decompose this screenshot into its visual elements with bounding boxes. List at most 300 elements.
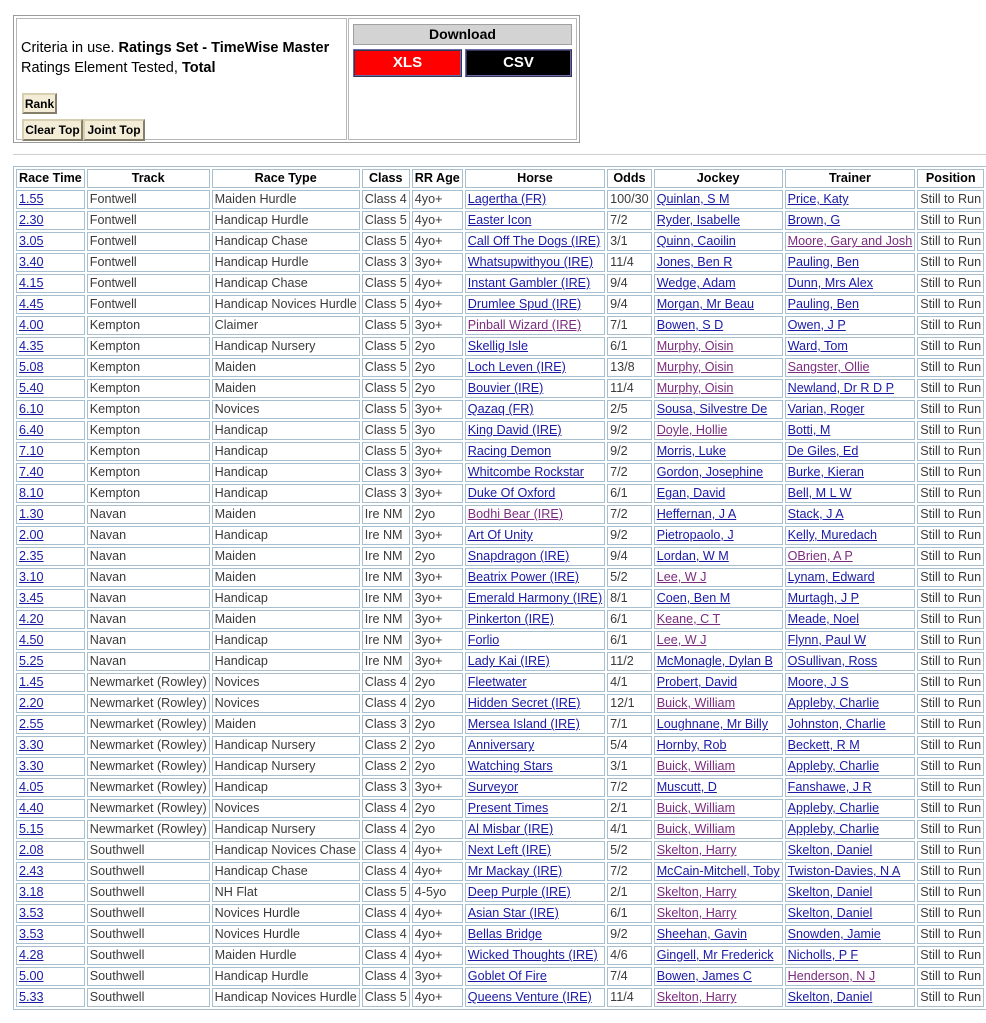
jockey-link[interactable]: McCain-Mitchell, Toby bbox=[656, 864, 780, 878]
race-time-cell bbox=[16, 274, 85, 293]
xls-download-button[interactable]: XLS bbox=[353, 49, 462, 77]
criteria-box bbox=[16, 18, 347, 140]
clear-top-button[interactable]: Clear Top bbox=[22, 119, 83, 141]
race-type-cell: Handicap Novices Hurdle bbox=[212, 295, 360, 314]
trainer-link[interactable]: Moore, J S bbox=[787, 675, 849, 689]
odds-cell: 7/2 bbox=[607, 505, 652, 524]
jockey-cell bbox=[654, 988, 783, 1007]
horse-link[interactable]: Emerald Harmony (IRE) bbox=[467, 591, 603, 605]
rank-button[interactable]: Rank bbox=[22, 93, 57, 114]
race-type-cell: Maiden Hurdle bbox=[212, 190, 360, 209]
age-cell: 2yo bbox=[412, 694, 463, 713]
race-time-link[interactable]: 5.25 bbox=[19, 654, 44, 668]
race-time-link[interactable]: 4.20 bbox=[19, 612, 44, 626]
table-body bbox=[16, 190, 984, 1007]
race-type-cell: Handicap Chase bbox=[212, 862, 360, 881]
race-time-link[interactable]: 3.45 bbox=[19, 591, 44, 605]
element-prefix: Ratings Element Tested, bbox=[21, 60, 182, 76]
trainer-link[interactable]: Murtagh, J P bbox=[787, 591, 860, 605]
odds-cell: 5/2 bbox=[607, 841, 652, 860]
race-time-link[interactable]: 2.35 bbox=[19, 549, 44, 563]
table-row bbox=[16, 799, 984, 818]
jockey-link[interactable]: Wedge, Adam bbox=[656, 276, 736, 290]
column-header-horse: Horse bbox=[465, 169, 605, 188]
horse-link[interactable]: Next Left (IRE) bbox=[467, 843, 552, 857]
race-type-cell: Handicap bbox=[212, 442, 360, 461]
horse-link[interactable]: Duke Of Oxford bbox=[467, 486, 556, 500]
age-cell: 4yo+ bbox=[412, 232, 463, 251]
race-time-link[interactable]: 3.30 bbox=[19, 738, 44, 752]
jockey-link[interactable]: Skelton, Harry bbox=[656, 843, 737, 857]
trainer-link[interactable]: Johnston, Charlie bbox=[787, 717, 886, 731]
trainer-link[interactable]: Pauling, Ben bbox=[787, 297, 860, 311]
position-cell: Still to Run bbox=[917, 757, 984, 776]
horse-cell bbox=[465, 652, 605, 671]
jockey-link[interactable]: Quinn, Caoilin bbox=[656, 234, 736, 248]
horse-link[interactable]: Skellig Isle bbox=[467, 339, 528, 353]
jockey-cell bbox=[654, 715, 783, 734]
trainer-link[interactable]: Appleby, Charlie bbox=[787, 822, 880, 836]
horse-cell bbox=[465, 547, 605, 566]
table-row bbox=[16, 757, 984, 776]
race-time-link[interactable]: 5.00 bbox=[19, 969, 44, 983]
horse-link[interactable]: Whitcombe Rockstar bbox=[467, 465, 584, 479]
race-time-cell bbox=[16, 484, 85, 503]
trainer-link[interactable]: Appleby, Charlie bbox=[787, 801, 880, 815]
table-row bbox=[16, 358, 984, 377]
horse-link[interactable]: Art Of Unity bbox=[467, 528, 533, 542]
race-time-link[interactable]: 6.10 bbox=[19, 402, 44, 416]
race-time-link[interactable]: 5.33 bbox=[19, 990, 44, 1004]
horse-link[interactable]: Wicked Thoughts (IRE) bbox=[467, 948, 598, 962]
jockey-link[interactable]: Lee, W J bbox=[656, 633, 707, 647]
jockey-link[interactable]: Buick, William bbox=[656, 759, 736, 773]
trainer-link[interactable]: Skelton, Daniel bbox=[787, 906, 873, 920]
jockey-link[interactable]: Morgan, Mr Beau bbox=[656, 297, 754, 311]
jockey-link[interactable]: McMonagle, Dylan B bbox=[656, 654, 773, 668]
race-time-cell bbox=[16, 232, 85, 251]
jockey-link[interactable]: Skelton, Harry bbox=[656, 990, 737, 1004]
race-time-link[interactable]: 3.10 bbox=[19, 570, 44, 584]
track-cell: Newmarket (Rowley) bbox=[87, 757, 210, 776]
race-time-link[interactable]: 4.15 bbox=[19, 276, 44, 290]
trainer-link[interactable]: Stack, J A bbox=[787, 507, 844, 521]
jockey-link[interactable]: Gingell, Mr Frederick bbox=[656, 948, 774, 962]
horse-link[interactable]: Asian Star (IRE) bbox=[467, 906, 559, 920]
horse-cell bbox=[465, 274, 605, 293]
class-cell: Class 5 bbox=[362, 232, 410, 251]
trainer-link[interactable]: Henderson, N J bbox=[787, 969, 876, 983]
race-time-link[interactable]: 4.35 bbox=[19, 339, 44, 353]
race-time-link[interactable]: 5.08 bbox=[19, 360, 44, 374]
jockey-link[interactable]: Doyle, Hollie bbox=[656, 423, 728, 437]
race-time-cell bbox=[16, 862, 85, 881]
table-row bbox=[16, 295, 984, 314]
horse-cell bbox=[465, 568, 605, 587]
jockey-link[interactable]: Murphy, Oisin bbox=[656, 339, 734, 353]
trainer-link[interactable]: De Giles, Ed bbox=[787, 444, 859, 458]
position-cell: Still to Run bbox=[917, 526, 984, 545]
horse-link[interactable]: Present Times bbox=[467, 801, 549, 815]
table-row bbox=[16, 253, 984, 272]
race-time-link[interactable]: 4.28 bbox=[19, 948, 44, 962]
jockey-link[interactable]: Egan, David bbox=[656, 486, 726, 500]
trainer-link[interactable]: Newland, Dr R D P bbox=[787, 381, 895, 395]
track-cell: Navan bbox=[87, 568, 210, 587]
track-cell: Fontwell bbox=[87, 232, 210, 251]
horse-link[interactable]: Watching Stars bbox=[467, 759, 553, 773]
jockey-link[interactable]: Sheehan, Gavin bbox=[656, 927, 748, 941]
class-cell: Class 5 bbox=[362, 400, 410, 419]
trainer-link[interactable]: Ward, Tom bbox=[787, 339, 848, 353]
track-cell: Newmarket (Rowley) bbox=[87, 694, 210, 713]
position-cell: Still to Run bbox=[917, 820, 984, 839]
jockey-link[interactable]: Loughnane, Mr Billy bbox=[656, 717, 768, 731]
jockey-cell bbox=[654, 463, 783, 482]
race-time-link[interactable]: 2.30 bbox=[19, 213, 44, 227]
race-type-cell: Handicap Chase bbox=[212, 232, 360, 251]
jockey-link[interactable]: Keane, C T bbox=[656, 612, 721, 626]
trainer-link[interactable]: Price, Katy bbox=[787, 192, 849, 206]
jockey-cell bbox=[654, 568, 783, 587]
race-time-link[interactable]: 1.55 bbox=[19, 192, 44, 206]
class-cell: Class 3 bbox=[362, 484, 410, 503]
odds-cell: 6/1 bbox=[607, 337, 652, 356]
track-cell: Southwell bbox=[87, 967, 210, 986]
position-cell: Still to Run bbox=[917, 505, 984, 524]
horse-link[interactable]: Bouvier (IRE) bbox=[467, 381, 544, 395]
jockey-cell bbox=[654, 631, 783, 650]
jockey-cell bbox=[654, 883, 783, 902]
race-time-link[interactable]: 1.45 bbox=[19, 675, 44, 689]
class-cell: Class 5 bbox=[362, 379, 410, 398]
race-time-link[interactable]: 3.53 bbox=[19, 927, 44, 941]
trainer-link[interactable]: Appleby, Charlie bbox=[787, 759, 880, 773]
jockey-link[interactable]: Buick, William bbox=[656, 696, 736, 710]
table-row bbox=[16, 379, 984, 398]
race-time-link[interactable]: 3.40 bbox=[19, 255, 44, 269]
race-time-link[interactable]: 4.00 bbox=[19, 318, 44, 332]
race-time-link[interactable]: 7.10 bbox=[19, 444, 44, 458]
age-cell: 2yo bbox=[412, 715, 463, 734]
horse-link[interactable]: Pinkerton (IRE) bbox=[467, 612, 554, 626]
horse-link[interactable]: Hidden Secret (IRE) bbox=[467, 696, 581, 710]
horse-link[interactable]: Bodhi Bear (IRE) bbox=[467, 507, 563, 521]
jockey-link[interactable]: Skelton, Harry bbox=[656, 885, 737, 899]
horse-link[interactable]: Mr Mackay (IRE) bbox=[467, 864, 563, 878]
jockey-link[interactable]: Ryder, Isabelle bbox=[656, 213, 740, 227]
table-row bbox=[16, 274, 984, 293]
age-cell: 2yo bbox=[412, 799, 463, 818]
column-header-trainer: Trainer bbox=[785, 169, 916, 188]
race-time-link[interactable]: 4.05 bbox=[19, 780, 44, 794]
race-type-cell: Handicap Nursery bbox=[212, 337, 360, 356]
jockey-link[interactable]: Sousa, Silvestre De bbox=[656, 402, 768, 416]
horse-cell bbox=[465, 295, 605, 314]
table-row bbox=[16, 526, 984, 545]
odds-cell: 2/5 bbox=[607, 400, 652, 419]
race-time-cell bbox=[16, 820, 85, 839]
horse-link[interactable]: Forlio bbox=[467, 633, 500, 647]
position-cell: Still to Run bbox=[917, 568, 984, 587]
horse-link[interactable]: Easter Icon bbox=[467, 213, 532, 227]
horse-link[interactable]: Instant Gambler (IRE) bbox=[467, 276, 591, 290]
race-time-link[interactable]: 3.53 bbox=[19, 906, 44, 920]
horse-link[interactable]: Mersea Island (IRE) bbox=[467, 717, 580, 731]
position-cell: Still to Run bbox=[917, 967, 984, 986]
trainer-link[interactable]: Dunn, Mrs Alex bbox=[787, 276, 874, 290]
trainer-cell bbox=[785, 967, 916, 986]
horse-link[interactable]: Al Misbar (IRE) bbox=[467, 822, 554, 836]
race-time-link[interactable]: 3.18 bbox=[19, 885, 44, 899]
trainer-cell bbox=[785, 568, 916, 587]
jockey-cell bbox=[654, 652, 783, 671]
race-time-link[interactable]: 6.40 bbox=[19, 423, 44, 437]
trainer-link[interactable]: Pauling, Ben bbox=[787, 255, 860, 269]
age-cell: 3yo bbox=[412, 421, 463, 440]
position-cell: Still to Run bbox=[917, 652, 984, 671]
table-row bbox=[16, 631, 984, 650]
race-time-link[interactable]: 8.10 bbox=[19, 486, 44, 500]
jockey-link[interactable]: Bowen, James C bbox=[656, 969, 752, 983]
csv-download-button[interactable]: CSV bbox=[465, 49, 572, 77]
jockey-link[interactable]: Lordan, W M bbox=[656, 549, 729, 563]
horse-link[interactable]: Whatsupwithyou (IRE) bbox=[467, 255, 594, 269]
ratings-set: Ratings Set - TimeWise Master bbox=[118, 40, 330, 56]
race-time-link[interactable]: 5.40 bbox=[19, 381, 44, 395]
race-time-link[interactable]: 4.50 bbox=[19, 633, 44, 647]
joint-top-button[interactable]: Joint Top bbox=[83, 119, 145, 141]
odds-cell: 5/2 bbox=[607, 568, 652, 587]
age-cell: 4yo+ bbox=[412, 841, 463, 860]
jockey-link[interactable]: Jones, Ben R bbox=[656, 255, 733, 269]
odds-cell: 7/2 bbox=[607, 211, 652, 230]
jockey-link[interactable]: Gordon, Josephine bbox=[656, 465, 764, 479]
age-cell: 2yo bbox=[412, 757, 463, 776]
race-time-link[interactable]: 3.05 bbox=[19, 234, 44, 248]
race-time-link[interactable]: 5.15 bbox=[19, 822, 44, 836]
trainer-cell bbox=[785, 799, 916, 818]
horse-cell bbox=[465, 631, 605, 650]
age-cell: 4yo+ bbox=[412, 862, 463, 881]
horse-link[interactable]: Call Off The Dogs (IRE) bbox=[467, 234, 601, 248]
trainer-link[interactable]: Meade, Noel bbox=[787, 612, 860, 626]
jockey-link[interactable]: Muscutt, D bbox=[656, 780, 717, 794]
odds-cell: 9/2 bbox=[607, 421, 652, 440]
position-cell: Still to Run bbox=[917, 295, 984, 314]
jockey-link[interactable]: Morris, Luke bbox=[656, 444, 726, 458]
trainer-link[interactable]: OBrien, A P bbox=[787, 549, 853, 563]
trainer-link[interactable]: Sangster, Ollie bbox=[787, 360, 870, 374]
track-cell: Southwell bbox=[87, 904, 210, 923]
race-type-cell: Maiden bbox=[212, 610, 360, 629]
race-time-link[interactable]: 7.40 bbox=[19, 465, 44, 479]
jockey-cell bbox=[654, 589, 783, 608]
horse-cell bbox=[465, 799, 605, 818]
table-row bbox=[16, 316, 984, 335]
race-time-link[interactable]: 2.20 bbox=[19, 696, 44, 710]
jockey-link[interactable]: Murphy, Oisin bbox=[656, 381, 734, 395]
trainer-cell bbox=[785, 484, 916, 503]
age-cell: 4yo+ bbox=[412, 211, 463, 230]
trainer-link[interactable]: Skelton, Daniel bbox=[787, 843, 873, 857]
odds-cell: 8/1 bbox=[607, 589, 652, 608]
class-cell: Class 5 bbox=[362, 358, 410, 377]
race-time-cell bbox=[16, 778, 85, 797]
horse-cell bbox=[465, 400, 605, 419]
jockey-link[interactable]: Lee, W J bbox=[656, 570, 707, 584]
trainer-link[interactable]: Fanshawe, J R bbox=[787, 780, 872, 794]
column-header-race-type: Race Type bbox=[212, 169, 360, 188]
race-type-cell: Handicap Hurdle bbox=[212, 211, 360, 230]
jockey-cell bbox=[654, 358, 783, 377]
horse-link[interactable]: Queens Venture (IRE) bbox=[467, 990, 592, 1004]
horse-link[interactable]: Anniversary bbox=[467, 738, 535, 752]
horse-cell bbox=[465, 316, 605, 335]
race-time-link[interactable]: 4.40 bbox=[19, 801, 44, 815]
trainer-link[interactable]: Kelly, Muredach bbox=[787, 528, 878, 542]
jockey-link[interactable]: Murphy, Oisin bbox=[656, 360, 734, 374]
class-cell: Class 5 bbox=[362, 988, 410, 1007]
jockey-link[interactable]: Coen, Ben M bbox=[656, 591, 731, 605]
odds-cell: 9/4 bbox=[607, 547, 652, 566]
race-time-link[interactable]: 3.30 bbox=[19, 759, 44, 773]
trainer-cell bbox=[785, 715, 916, 734]
trainer-link[interactable]: Skelton, Daniel bbox=[787, 885, 873, 899]
horse-link[interactable]: Fleetwater bbox=[467, 675, 527, 689]
race-time-link[interactable]: 2.43 bbox=[19, 864, 44, 878]
jockey-link[interactable]: Probert, David bbox=[656, 675, 738, 689]
age-cell: 3yo+ bbox=[412, 631, 463, 650]
trainer-link[interactable]: Moore, Gary and Josh bbox=[787, 234, 913, 248]
horse-link[interactable]: Deep Purple (IRE) bbox=[467, 885, 571, 899]
jockey-link[interactable]: Quinlan, S M bbox=[656, 192, 730, 206]
race-time-link[interactable]: 2.55 bbox=[19, 717, 44, 731]
horse-link[interactable]: Lagertha (FR) bbox=[467, 192, 547, 206]
track-cell: Navan bbox=[87, 652, 210, 671]
jockey-link[interactable]: Skelton, Harry bbox=[656, 906, 737, 920]
table-row bbox=[16, 400, 984, 419]
table-row bbox=[16, 736, 984, 755]
position-cell: Still to Run bbox=[917, 463, 984, 482]
race-time-cell bbox=[16, 421, 85, 440]
class-cell: Ire NM bbox=[362, 631, 410, 650]
horse-link[interactable]: Loch Leven (IRE) bbox=[467, 360, 566, 374]
trainer-link[interactable]: Beckett, R M bbox=[787, 738, 860, 752]
horse-link[interactable]: Qazaq (FR) bbox=[467, 402, 534, 416]
class-cell: Class 4 bbox=[362, 904, 410, 923]
trainer-link[interactable]: Snowden, Jamie bbox=[787, 927, 881, 941]
position-cell: Still to Run bbox=[917, 379, 984, 398]
horse-cell bbox=[465, 505, 605, 524]
horse-link[interactable]: Snapdragon (IRE) bbox=[467, 549, 570, 563]
class-cell: Class 4 bbox=[362, 841, 410, 860]
class-cell: Ire NM bbox=[362, 589, 410, 608]
table-row bbox=[16, 610, 984, 629]
trainer-link[interactable]: Owen, J P bbox=[787, 318, 846, 332]
odds-cell: 9/4 bbox=[607, 295, 652, 314]
odds-cell: 5/4 bbox=[607, 736, 652, 755]
race-type-cell: Maiden bbox=[212, 715, 360, 734]
race-type-cell: Handicap bbox=[212, 778, 360, 797]
horse-cell bbox=[465, 946, 605, 965]
track-cell: Newmarket (Rowley) bbox=[87, 778, 210, 797]
race-time-cell bbox=[16, 211, 85, 230]
track-cell: Kempton bbox=[87, 400, 210, 419]
race-time-cell bbox=[16, 841, 85, 860]
race-time-link[interactable]: 2.00 bbox=[19, 528, 44, 542]
trainer-link[interactable]: Appleby, Charlie bbox=[787, 696, 880, 710]
trainer-link[interactable]: Bell, M L W bbox=[787, 486, 852, 500]
odds-cell: 9/4 bbox=[607, 274, 652, 293]
position-cell: Still to Run bbox=[917, 442, 984, 461]
position-cell: Still to Run bbox=[917, 904, 984, 923]
trainer-link[interactable]: Twiston-Davies, N A bbox=[787, 864, 901, 878]
class-cell: Class 2 bbox=[362, 757, 410, 776]
position-cell: Still to Run bbox=[917, 274, 984, 293]
horse-link[interactable]: Beatrix Power (IRE) bbox=[467, 570, 580, 584]
age-cell: 3yo+ bbox=[412, 442, 463, 461]
horse-cell bbox=[465, 589, 605, 608]
jockey-link[interactable]: Bowen, S D bbox=[656, 318, 724, 332]
horse-link[interactable]: Bellas Bridge bbox=[467, 927, 542, 941]
table-row bbox=[16, 988, 984, 1007]
horse-cell bbox=[465, 904, 605, 923]
trainer-link[interactable]: Skelton, Daniel bbox=[787, 990, 873, 1004]
jockey-cell bbox=[654, 337, 783, 356]
trainer-cell bbox=[785, 736, 916, 755]
race-time-link[interactable]: 4.45 bbox=[19, 297, 44, 311]
jockey-link[interactable]: Hornby, Rob bbox=[656, 738, 727, 752]
race-time-link[interactable]: 1.30 bbox=[19, 507, 44, 521]
age-cell: 4yo+ bbox=[412, 988, 463, 1007]
jockey-link[interactable]: Heffernan, J A bbox=[656, 507, 737, 521]
horse-link[interactable]: King David (IRE) bbox=[467, 423, 562, 437]
trainer-link[interactable]: Brown, G bbox=[787, 213, 841, 227]
ratings-element: Total bbox=[181, 60, 216, 76]
horse-cell bbox=[465, 253, 605, 272]
jockey-link[interactable]: Buick, William bbox=[656, 822, 736, 836]
jockey-cell bbox=[654, 862, 783, 881]
trainer-link[interactable]: Flynn, Paul W bbox=[787, 633, 867, 647]
jockey-link[interactable]: Pietropaolo, J bbox=[656, 528, 734, 542]
class-cell: Ire NM bbox=[362, 568, 410, 587]
trainer-cell bbox=[785, 988, 916, 1007]
trainer-cell bbox=[785, 232, 916, 251]
trainer-cell bbox=[785, 253, 916, 272]
horse-link[interactable]: Goblet Of Fire bbox=[467, 969, 547, 983]
trainer-link[interactable]: Burke, Kieran bbox=[787, 465, 864, 479]
horse-link[interactable]: Racing Demon bbox=[467, 444, 552, 458]
age-cell: 2yo bbox=[412, 736, 463, 755]
odds-cell: 7/2 bbox=[607, 463, 652, 482]
horse-link[interactable]: Surveyor bbox=[467, 780, 519, 794]
trainer-cell bbox=[785, 274, 916, 293]
trainer-link[interactable]: Lynam, Edward bbox=[787, 570, 875, 584]
trainer-link[interactable]: Nicholls, P F bbox=[787, 948, 859, 962]
trainer-link[interactable]: Varian, Roger bbox=[787, 402, 865, 416]
race-time-link[interactable]: 2.08 bbox=[19, 843, 44, 857]
jockey-link[interactable]: Buick, William bbox=[656, 801, 736, 815]
table-row bbox=[16, 820, 984, 839]
trainer-cell bbox=[785, 358, 916, 377]
horse-link[interactable]: Lady Kai (IRE) bbox=[467, 654, 550, 668]
trainer-link[interactable]: OSullivan, Ross bbox=[787, 654, 878, 668]
race-time-cell bbox=[16, 736, 85, 755]
horse-link[interactable]: Pinball Wizard (IRE) bbox=[467, 318, 582, 332]
trainer-link[interactable]: Botti, M bbox=[787, 423, 831, 437]
horse-link[interactable]: Drumlee Spud (IRE) bbox=[467, 297, 582, 311]
